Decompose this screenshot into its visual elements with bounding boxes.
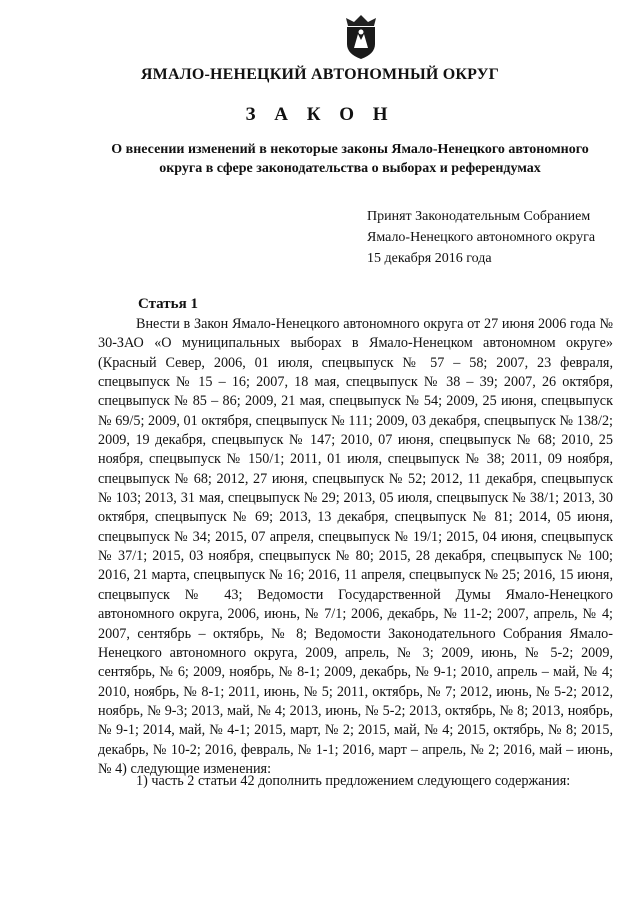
adoption-line-1: Принят Законодательным Собранием xyxy=(367,209,591,224)
article-body: Внести в Закон Ямало-Ненецкого автономного округа от 27 июня 2006 года № 30-ЗАО «О муниципальных выборах в Ямало-Ненецком автономном округе» (Красный Север, 2006, 01 июля, спецвыпуск № 57 – 58; 2007, 23 февраля, спецвыпуск № 15 – 16; 2007, 18 мая, спецвыпуск № 38 – 39; 2007, 26 октября, спецвыпуск № 85 – 86; 2009, 21 мая, спецвыпуск № 54; 2009, 25 июня, спецвыпуск № 69/5; 2009, 01 октября, спецвыпуск № 111; 2009, 03 декабря, спецвыпуск № 138/2; 2009, 19 декабря, спецвыпуск № 147; 2010, 07 июня, спецвыпуск № 68; 2010, 25 ноября, спецвыпуск № 150/1; 2011, 01 июля, спецвыпуск № 38; 2011, 09 ноября, спецвыпуск № 68; 2012, 27 июня, спецвыпуск № 52; 2012, 11 декабря, спецвыпуск № 103; 2013, 31 мая, спецвыпуск № 29; 2013, 05 июля, спецвыпуск № 38/1; 2013, 30 октября, спецвыпуск № 69; 2013, 13 декабря, спецвыпуск № 81; 2014, 05 июня, спецвыпуск № 34; 2015, 07 апреля, спецвыпуск № 19/1; 2015, 04 июня, спецвыпуск № 37/1; 2015, 03 ноября, спецвыпуск № 80; 2015, 28 декабря, спецвыпуск № 100; 2016, 21 марта, спецвыпуск № 16; 2016, 11 апреля, спецвыпуск № 25; 2016, 15 июня, спецвыпуск № 43; Ведомости Государственной Думы Ямало-Ненецкого автономного округа, 2006, июнь, № 7/1; 2006, декабрь, № 11-2; 2007, апрель, № 4; 2007, сентябрь – октябрь, № 8; Ведомости Законодательного Собрания Ямало-Ненецкого автономного округа, 2009, апрель, № 3; 2009, июнь, № 5-2; 2009, сентябрь, № 6; 2009, ноябрь, № 8-1; 2009, декабрь, № 9-1; 2010, апрель – май, № 4; 2010, ноябрь, № 8-1; 2011, июнь, № 5; 2011, октябрь, № 7; 2012, июнь, № 5-2; 2012, ноябрь, № 9-3; 2013, май, № 4; 2013, июнь, № 5-2; 2013, октябрь, № 8; 2013, ноябрь, № 9-1; 2014, май, № 4-1; 2015, март, № 2; 2015, май, № 4; 2015, октябрь, № 8; 2015, декабрь, № 10-2; 2016, февраль, № 1-1; 2016, март – апрель, № 2; 2016, май – июнь, № 4) следующие изменения: xyxy=(98,316,613,777)
law-heading: З А К О Н xyxy=(245,104,395,125)
article-point-1: 1) часть 2 статьи 42 дополнить предложением следующего содержания: xyxy=(136,773,571,789)
region-title: ЯМАЛО-НЕНЕЦКИЙ АВТОНОМНЫЙ ОКРУГ xyxy=(140,66,500,83)
coat-of-arms-icon xyxy=(340,12,382,60)
article-title: Статья 1 xyxy=(138,296,198,312)
law-subtitle: О внесении изменений в некоторые законы Ямало-Ненецкого автономного округа в сфере законодательства о выборах и референдумах xyxy=(111,142,589,176)
adoption-date: 15 декабря 2016 года xyxy=(367,251,492,266)
adoption-note xyxy=(367,206,627,269)
adoption-line-2: Ямало-Ненецкого автономного округа xyxy=(367,230,596,245)
